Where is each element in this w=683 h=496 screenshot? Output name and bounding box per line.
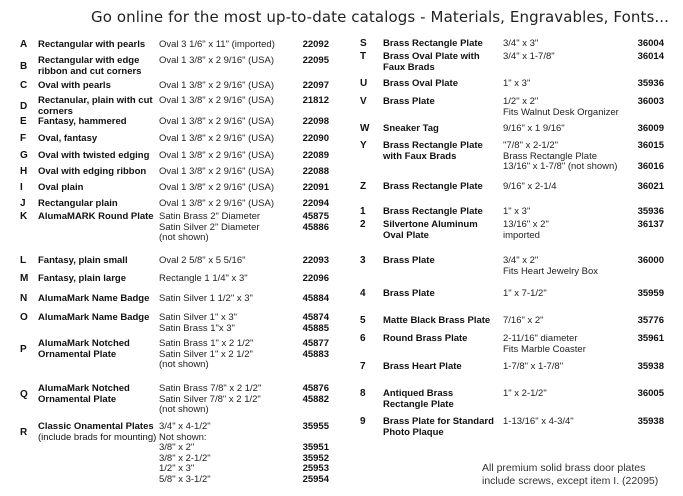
item-description-line: Oval 1 3/8" x 2 9/16" (USA) — [159, 133, 274, 144]
item-letter: P — [20, 344, 27, 355]
item-name-line: Brass Plate — [383, 288, 435, 299]
item-number-line: 36004 — [637, 38, 664, 49]
item-description-line: Satin Brass 1" x 2 1/2" — [159, 338, 254, 349]
item-letter: W — [360, 123, 370, 134]
item-name-line: AlumaMARK Round Plate — [38, 211, 154, 222]
item-description-line: 1" x 2-1/2" — [503, 388, 547, 399]
item-name — [383, 316, 490, 327]
item-description-line: Satin Silver 7/8" x 2 1/2" — [159, 393, 261, 405]
item-number-line: 22094 — [302, 198, 329, 209]
item-name-line: Silvertone Aluminum — [383, 219, 478, 230]
item-number — [289, 167, 329, 178]
item-name-line: Rectangular plain — [38, 198, 118, 209]
item-number — [624, 289, 664, 300]
item-number — [624, 124, 664, 135]
item-letter: 1 — [360, 206, 366, 217]
item-letter: H — [20, 166, 28, 177]
item-description-line: Fits Marble Coaster — [503, 343, 586, 355]
item-number — [624, 52, 664, 63]
item-description-line: 3/8" x 2-1/2" — [159, 452, 211, 464]
footnote-line: include screws, except item I. (22095) — [482, 475, 659, 487]
item-description-line: Fits Walnut Desk Organizer — [503, 106, 619, 118]
item-letter: Y — [360, 140, 367, 151]
item-description-line: Oval 1 3/8" x 2 9/16" (USA) — [159, 95, 274, 106]
item-name — [38, 274, 126, 285]
item-name-line: Brass Oval Plate with — [383, 51, 480, 62]
item-number-line: 22089 — [302, 150, 329, 161]
item-letter: Q — [20, 389, 28, 400]
item-description-line: 1/2" x 3" — [159, 463, 195, 474]
item-number — [624, 362, 664, 373]
item-name — [383, 417, 494, 438]
item-description — [159, 117, 274, 128]
item-number — [289, 339, 329, 360]
item-description-line: Oval 1 3/8" x 2 9/16" (USA) — [159, 55, 274, 66]
item-number-line: 35961 — [637, 333, 664, 344]
item-number — [624, 141, 664, 173]
item-name-line: Rectangular with pearls — [38, 39, 146, 50]
item-letter: 6 — [360, 333, 366, 344]
item-name-line: Fantasy, plain large — [38, 273, 126, 284]
item-description — [503, 256, 598, 277]
item-description-line: 1" x 7-1/2" — [503, 288, 547, 299]
item-name-line: Brass Plate — [383, 255, 435, 266]
item-number — [289, 212, 329, 233]
item-number — [624, 389, 664, 400]
item-description — [503, 79, 530, 90]
item-description-line: 9/16" x 1 9/16" — [503, 123, 565, 134]
item-description — [503, 289, 547, 300]
item-name-line: Brass Rectangle Plate — [383, 140, 483, 151]
item-description-line: 3/8" x 2" — [159, 442, 195, 453]
footnote-line: All premium solid brass door plates — [482, 462, 646, 474]
item-number — [624, 79, 664, 90]
item-letter: Z — [360, 181, 367, 192]
item-description — [159, 199, 274, 210]
item-number — [624, 220, 664, 231]
item-description-line: Satin Brass 7/8" x 2 1/2" — [159, 383, 262, 394]
item-description-line: 1-13/16" x 4-3/4" — [503, 416, 574, 427]
item-description-line: 3/4" x 1-7/8" — [503, 51, 555, 62]
item-description — [503, 124, 565, 135]
item-description-line: Satin Silver 1 1/2" x 3" — [159, 293, 253, 304]
item-description-line: Satin Brass 1"x 3" — [159, 322, 235, 334]
item-name — [38, 384, 130, 405]
item-description-line: Oval 1 3/8" x 2 9/16" (USA) — [159, 116, 274, 127]
item-description-line: Oval 1 3/8" x 2 9/16" (USA) — [159, 198, 274, 209]
item-description — [503, 316, 544, 327]
item-name-line: Oval, fantasy — [38, 133, 98, 144]
item-description-line: (not shown) — [159, 359, 209, 370]
item-description — [159, 167, 274, 178]
item-number-line: 36003 — [637, 96, 664, 107]
item-description-line: 5/8" x 3-1/2" — [159, 473, 211, 485]
item-name — [383, 220, 478, 241]
item-name-line: Ornamental Plate — [38, 348, 117, 360]
item-description — [159, 134, 274, 145]
item-number — [624, 316, 664, 327]
item-number — [289, 313, 329, 334]
item-name-line: Fantasy, plain small — [38, 255, 128, 266]
item-letter: R — [20, 427, 28, 438]
item-name — [383, 39, 483, 50]
item-description — [159, 422, 211, 485]
item-number-line: 35955 — [302, 421, 329, 432]
item-number — [624, 256, 664, 267]
item-description — [159, 151, 274, 162]
item-description — [159, 81, 274, 92]
item-description-line: Oval 1 3/8" x 2 9/16" (USA) — [159, 80, 274, 91]
item-name-line: Oval Plate — [383, 229, 429, 241]
item-number — [289, 134, 329, 145]
item-name-line: Brass Heart Plate — [383, 361, 462, 372]
catalog-header: Go online for the most up-to-date catalogs - Materials, Engravables, Fonts... — [90, 8, 669, 26]
item-number-line: 35936 — [637, 78, 664, 89]
item-description-line: 1" x 3" — [503, 206, 531, 217]
item-number — [289, 40, 329, 51]
item-name — [38, 199, 118, 210]
item-number-line: 35951 — [302, 442, 329, 453]
item-description — [503, 97, 619, 118]
item-description-line: Satin Silver 1" x 2 1/2" — [159, 348, 253, 360]
item-name-line: Round Brass Plate — [383, 333, 468, 344]
item-name — [38, 56, 141, 77]
item-name — [38, 183, 83, 194]
item-name — [383, 124, 439, 135]
item-letter: M — [20, 273, 29, 284]
item-name-line: Fantasy, hammered — [38, 116, 127, 127]
item-description-line: Oval 1 3/8" x 2 9/16" (USA) — [159, 166, 274, 177]
item-letter: V — [360, 96, 367, 107]
item-name-line: Brass Oval Plate — [383, 78, 458, 89]
item-letter: C — [20, 80, 28, 91]
item-description — [503, 182, 557, 193]
item-name — [383, 97, 435, 108]
item-name-line: Brass Rectangle Plate — [383, 38, 483, 49]
item-name — [383, 207, 483, 218]
item-description-line: Oval 1 3/8" x 2 9/16" (USA) — [159, 182, 274, 193]
item-letter: U — [360, 78, 368, 89]
item-number-line: 22098 — [302, 116, 329, 127]
item-description — [159, 56, 274, 67]
item-description — [159, 256, 246, 267]
item-description-line: 2-11/16" diameter — [503, 333, 578, 344]
item-name — [38, 422, 156, 443]
item-name — [38, 212, 154, 223]
item-number-line: 22096 — [302, 273, 329, 284]
item-name-line: AlumaMark Name Badge — [38, 293, 150, 304]
item-number — [624, 97, 664, 108]
item-number-line: 45885 — [302, 322, 329, 334]
item-letter: O — [20, 312, 28, 323]
item-letter: E — [20, 116, 27, 127]
item-name — [38, 313, 149, 324]
item-letter: 3 — [360, 255, 366, 266]
item-description-line: 3/4" x 4-1/2" — [159, 421, 211, 432]
item-description-line: Brass Rectangle Plate — [503, 150, 597, 162]
item-letter: N — [20, 293, 28, 304]
item-name-line: Rectangular with edge — [38, 55, 140, 66]
item-number-line: 45875 — [302, 211, 329, 222]
item-name-line: Faux Brads — [383, 61, 435, 73]
item-number-line: 35959 — [637, 288, 664, 299]
item-number-line: 22095 — [302, 55, 329, 66]
item-description — [503, 52, 555, 63]
item-name — [38, 339, 130, 360]
item-name — [38, 134, 97, 145]
item-number-line: 35936 — [637, 206, 664, 217]
item-name — [38, 40, 145, 51]
item-description-line: Satin Brass 2" Diameter — [159, 211, 261, 222]
item-name — [38, 256, 128, 267]
item-name-line: Brass Rectangle Plate — [383, 206, 483, 217]
item-name — [383, 389, 454, 410]
item-name — [38, 167, 146, 178]
item-number-line: 36021 — [637, 181, 664, 192]
item-description-line: Oval 2 5/8" x 5 5/16" — [159, 255, 246, 266]
item-name — [383, 182, 483, 193]
item-number-line: 25954 — [302, 473, 329, 485]
item-number — [624, 39, 664, 50]
item-number — [289, 422, 329, 485]
item-letter: B — [20, 61, 28, 72]
item-description — [159, 183, 274, 194]
item-name-line: Matte Black Brass Plate — [383, 315, 491, 326]
item-name — [38, 96, 153, 117]
item-description — [159, 313, 237, 334]
item-description-line: 13/16" x 2" — [503, 219, 549, 230]
item-letter: G — [20, 150, 28, 161]
item-letter: F — [20, 133, 27, 144]
item-name-line: ribbon and cut corners — [38, 65, 142, 77]
item-description — [159, 40, 275, 51]
item-number — [289, 183, 329, 194]
item-description-line: 1-7/8" x 1-7/8" — [503, 361, 564, 372]
item-number — [289, 81, 329, 92]
item-number — [624, 334, 664, 345]
item-number-line: 22097 — [302, 80, 329, 91]
item-number — [624, 417, 664, 428]
item-description — [503, 141, 617, 173]
item-description-line: Oval 1 3/8" x 2 9/16" (USA) — [159, 150, 274, 161]
item-number-line: 35952 — [302, 452, 329, 464]
item-number-line: 36005 — [637, 388, 664, 399]
item-number-line: 45876 — [302, 383, 329, 394]
item-description-line: 13/16" x 1-7/8" (not shown) — [503, 161, 618, 172]
item-number — [289, 151, 329, 162]
item-name — [383, 362, 462, 373]
item-letter: A — [20, 39, 28, 50]
item-description-line: Satin Silver 1" x 3" — [159, 312, 238, 323]
item-description-line: Rectangle 1 1/4" x 3" — [159, 273, 248, 284]
item-description-line: Fits Heart Jewelry Box — [503, 265, 599, 277]
item-name — [383, 289, 435, 300]
item-name — [383, 141, 483, 162]
item-number-line: 45884 — [302, 293, 329, 304]
item-number-line: 36137 — [637, 219, 664, 230]
item-number-line: 21812 — [302, 95, 329, 106]
item-name-line: Rectangle Plate — [383, 398, 454, 410]
item-letter: L — [20, 255, 27, 266]
item-description-line: 3/4" x 2" — [503, 255, 539, 266]
item-name — [38, 117, 127, 128]
item-description-line: Satin Silver 2" Diameter — [159, 221, 260, 233]
item-number — [289, 117, 329, 128]
item-name-line: Oval with edging ribbon — [38, 166, 147, 177]
item-number — [624, 182, 664, 193]
item-number-line: 45882 — [302, 393, 329, 405]
item-number-line: 25953 — [302, 463, 329, 474]
item-number-line: 35938 — [637, 416, 664, 427]
item-number-line: 22088 — [302, 166, 329, 177]
item-number-line: 22092 — [302, 39, 329, 50]
item-name-line: Brass Plate for Standard — [383, 416, 494, 427]
item-name-line: (include brads for mounting) — [38, 431, 157, 443]
item-description — [503, 362, 563, 373]
item-description — [503, 389, 547, 400]
item-letter: T — [360, 51, 367, 62]
item-description — [503, 207, 530, 218]
item-number-line: 45877 — [302, 338, 329, 349]
item-letter: 2 — [360, 219, 366, 230]
item-number — [289, 96, 329, 107]
footnote — [482, 462, 682, 488]
item-description-line: (not shown) — [159, 404, 209, 415]
item-description-line: 7/16" x 2" — [503, 315, 544, 326]
item-name-line: AlumaMark Notched — [38, 338, 130, 349]
item-description — [503, 220, 549, 241]
item-name — [383, 79, 458, 90]
item-number — [289, 274, 329, 285]
item-description — [503, 334, 586, 355]
item-number — [289, 199, 329, 210]
item-number-line: 36016 — [637, 161, 664, 172]
item-description-line: 1" x 3" — [503, 78, 531, 89]
item-description — [159, 294, 253, 305]
item-name — [38, 151, 149, 162]
item-name-line: with Faux Brads — [383, 150, 457, 162]
item-number-line: 22091 — [302, 182, 329, 193]
item-number-line: 36015 — [637, 140, 664, 151]
item-description-line: Not shown: — [159, 431, 207, 443]
item-description-line: imported — [503, 229, 540, 241]
item-name — [383, 334, 467, 345]
item-name-line: Photo Plaque — [383, 426, 444, 438]
item-name-line: Oval plain — [38, 182, 84, 193]
item-letter: J — [20, 198, 26, 209]
item-name-line: Rectanular, plain with cut — [38, 95, 153, 106]
item-letter: 9 — [360, 416, 366, 427]
item-description — [159, 274, 248, 285]
item-letter: 5 — [360, 315, 366, 326]
item-name-line: corners — [38, 105, 73, 117]
item-name — [383, 256, 435, 267]
item-description — [503, 39, 538, 50]
item-number — [289, 56, 329, 67]
item-letter: K — [20, 211, 28, 222]
item-letter: I — [20, 182, 23, 193]
item-letter: 8 — [360, 388, 366, 399]
item-number — [289, 384, 329, 405]
item-number-line: 36009 — [637, 123, 664, 134]
item-number-line: 45883 — [302, 348, 329, 360]
item-number — [289, 256, 329, 267]
item-number — [289, 294, 329, 305]
item-name-line: Ornamental Plate — [38, 393, 117, 405]
item-description-line: (not shown) — [159, 232, 209, 243]
item-description-line: "7/8" x 2-1/2" — [503, 140, 559, 151]
item-description-line: Oval 3 1/6" x 11" (imported) — [159, 39, 275, 50]
item-letter: S — [360, 38, 367, 49]
item-name — [38, 81, 111, 92]
item-number-line: 35938 — [637, 361, 664, 372]
item-number-line: 45874 — [302, 312, 329, 323]
item-description — [159, 96, 274, 107]
item-description-line: 1/2" x 2" — [503, 96, 539, 107]
item-number — [624, 207, 664, 218]
item-letter: D — [20, 101, 28, 112]
item-name-line: AlumaMark Notched — [38, 383, 130, 394]
item-description-line: 3/4" x 3" — [503, 38, 539, 49]
item-number-line: 45886 — [302, 221, 329, 233]
item-number-line: 36000 — [637, 255, 664, 266]
item-number-line: 35776 — [637, 315, 664, 326]
item-name-line: Oval with twisted edging — [38, 150, 150, 161]
item-number-line: 22093 — [302, 255, 329, 266]
item-description — [159, 212, 260, 244]
item-number-line: 36014 — [637, 51, 664, 62]
item-letter: 7 — [360, 361, 366, 372]
item-letter: 4 — [360, 288, 366, 299]
item-number-line: 22090 — [302, 133, 329, 144]
item-name-line: Oval with pearls — [38, 80, 111, 91]
item-name — [38, 294, 149, 305]
item-name-line: Classic Onamental Plates — [38, 421, 154, 432]
item-description — [159, 339, 253, 371]
item-description — [159, 384, 261, 416]
item-name-line: Antiqued Brass — [383, 388, 454, 399]
item-name-line: Brass Plate — [383, 96, 435, 107]
item-description-line: 9/16" x 2-1/4 — [503, 181, 557, 192]
item-name-line: Sneaker Tag — [383, 123, 439, 134]
item-name-line: AlumaMark Name Badge — [38, 312, 150, 323]
item-name-line: Brass Rectangle Plate — [383, 181, 483, 192]
item-name — [383, 52, 480, 73]
item-description — [503, 417, 574, 428]
